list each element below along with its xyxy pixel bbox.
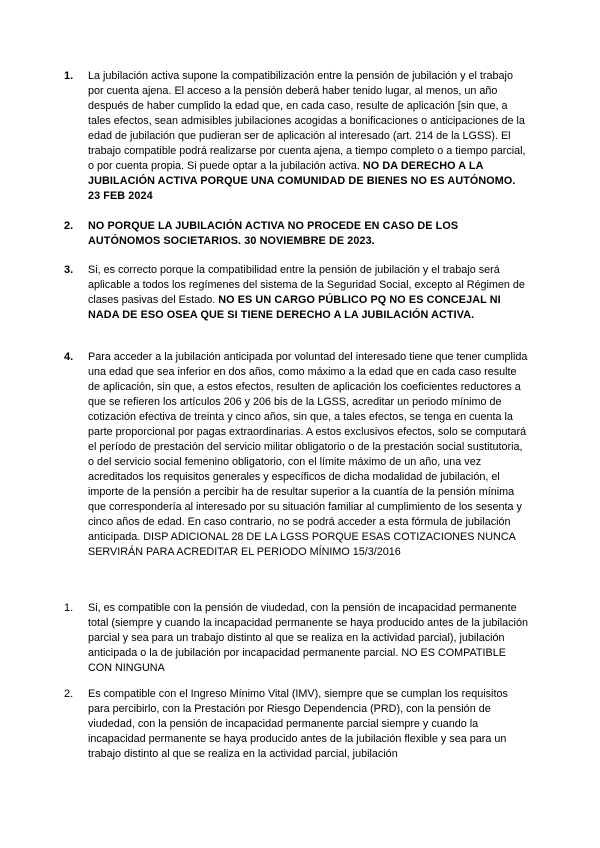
list-item xyxy=(64,263,528,323)
list-item-text xyxy=(88,687,528,762)
list-item xyxy=(64,601,528,676)
list-item-number: 2. xyxy=(64,220,74,232)
list-item-text xyxy=(88,219,528,249)
list-item-text xyxy=(88,69,528,204)
list-item-number: 1. xyxy=(64,602,74,614)
list-item-text xyxy=(88,601,528,676)
list-item-text xyxy=(88,263,528,323)
list-item-number: 4. xyxy=(64,351,74,363)
list-item-number: 1. xyxy=(64,70,74,82)
list-item-bold: NO PORQUE LA JUBILACIÓN ACTIVA NO PROCEDE EN CASO DE LOS AUTÓNOMOS SOCIETARIOS. 30 NOVIEMBRE DE 2023. xyxy=(88,220,459,247)
list-item-body: Si, es correcto porque la compatibilidad entre la pensión de jubilación y el trabajo será aplicable a todos los regímenes del sistema de la Seguridad Social, excepto al Régimen de clases pasivas del Estado. xyxy=(88,264,525,306)
list-item-bold: NO DA DERECHO A LA JUBILACIÓN ACTIVA PORQUE UNA COMUNIDAD DE BIENES NO ES AUTÓNOMO. 23 FEB 2024 xyxy=(88,160,516,202)
list-item xyxy=(64,69,528,204)
list-item xyxy=(64,219,528,249)
list-item-body: La jubilación activa supone la compatibilización entre la pensión de jubilación y el trabajo por cuenta ajena. El acceso a la pensión deberá haber tenido lugar, al menos, un año después de haber cumplido la edad que, en cada caso, resulte de aplicación [sin que, a tales efectos, sean admisibles jubilaciones acogidas a bonificaciones o anticipaciones de la edad de jubilación que pudieran ser de aplicación al interesado (art. 214 de la LGSS). El trabajo compatible podrá realizarse por cuenta ajena, a tiempo completo o a tiempo parcial, o por cuenta propia. Si puede optar a la jubilación activa. xyxy=(88,70,526,172)
list-item xyxy=(64,687,528,762)
list-item-number: 3. xyxy=(64,264,74,276)
list-item-text xyxy=(88,350,528,560)
list-item-bold: NO ES UN CARGO PÚBLICO PQ NO ES CONCEJAL NI NADA DE ESO OSEA QUE SI TIENE DERECHO A LA JUBILACIÓN ACTIVA. xyxy=(88,294,501,321)
list-item xyxy=(64,350,528,560)
list-item-body: Es compatible con el Ingreso Mínimo Vital (IMV), siempre que se cumplan los requisitos para percibirlo, con la Prestación por Riesgo Dependencia (PRD), con la pensión de viudedad, con la pensión de incapacidad permanente parcial siempre y cuando la incapacidad permanente se haya producido antes de la jubilación flexible y sea para un trabajo distinto al que se realiza en la actividad parcial, jubilación xyxy=(88,688,508,760)
list-item-body: Para acceder a la jubilación anticipada por voluntad del interesado tiene que tener cumplida una edad que sea inferior en dos años, como máximo a la edad que en cada caso resulte de aplicación, sin que, a estos efectos, resulten de aplicación los coeficientes reductores a que se refieren los artículos 206 y 206 bis de la LGSS, acreditar un periodo mínimo de cotización efectiva de treinta y cinco años, sin que, a tales efectos, se tenga en cuenta la parte proporcional por pagas extraordinarias. A estos exclusivos efectos, solo se computará el período de prestación del servicio militar obligatorio o de la prestación social sustitutoria, o del servicio social femenino obligatorio, con el límite máximo de un año, una vez acreditados los requisitos generales y específicos de dicha modalidad de jubilación, el importe de la pensión a percibir ha de resultar superior a la cuantía de la pensión mínima que correspondería al interesado por su situación familiar al cumplimiento de los sesenta y cinco años de edad. En caso contrario, no se podrá acceder a esta fórmula de jubilación anticipada. DISP ADICIONAL 28 DE LA LGSS PORQUE ESAS COTIZACIONES NUNCA SERVIRÁN PARA ACREDITAR EL PERIODO MÍNIMO 15/3/2016 xyxy=(88,351,528,558)
list-item-body: Si, es compatible con la pensión de viudedad, con la pensión de incapacidad permanente total (siempre y cuando la incapacidad permanente se haya producido antes de la jubilación parcial y sea para un trabajo distinto al que se realiza en la actividad parcial), jubilación anticipada o la de jubilación por incapacidad permanente parcial. NO ES COMPATIBLE CON NINGUNA xyxy=(88,602,528,674)
list-item-number: 2. xyxy=(64,688,74,700)
